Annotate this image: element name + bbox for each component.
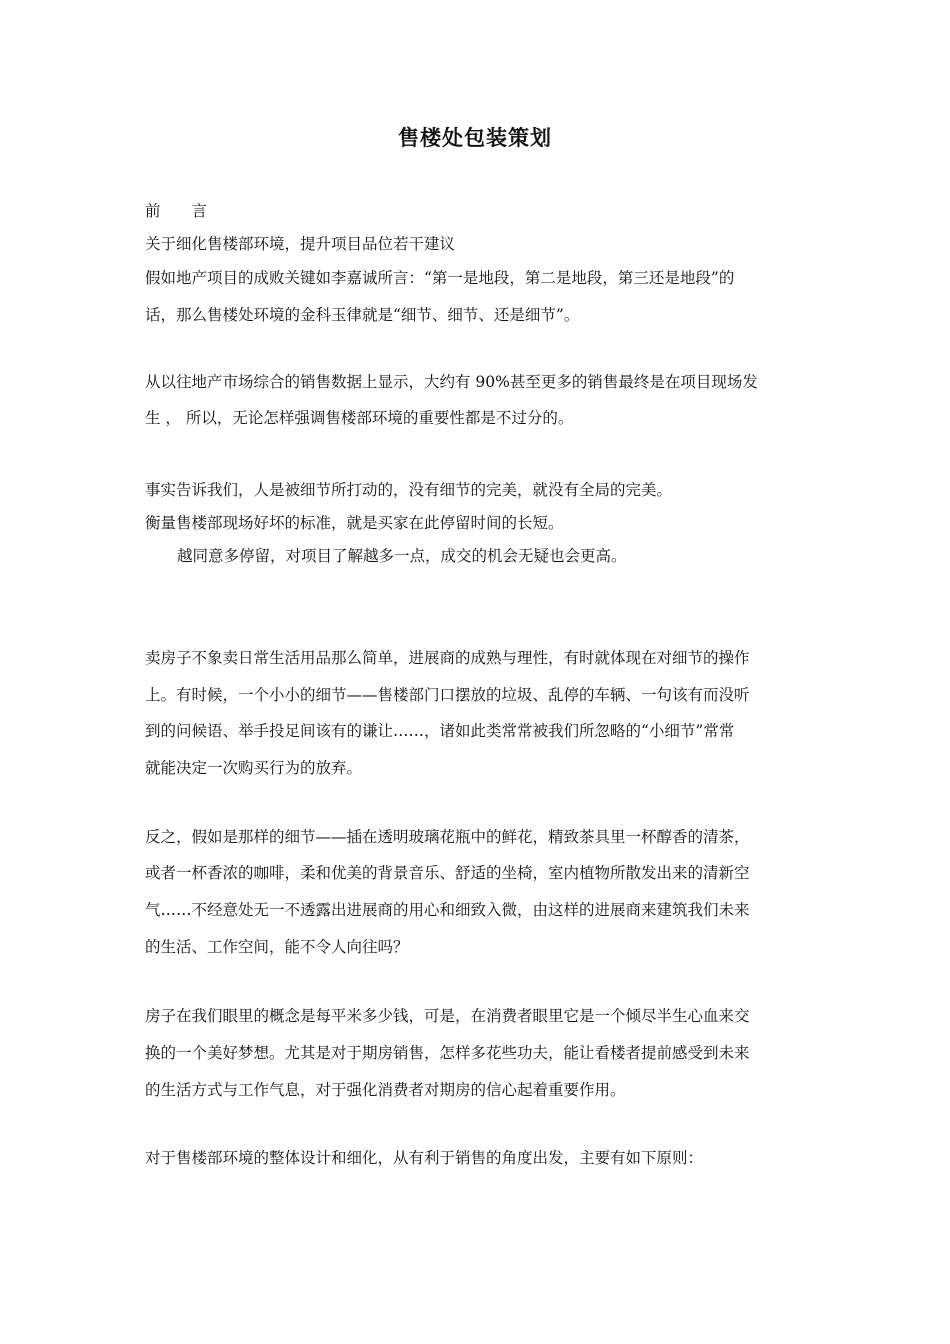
paragraph-line: 气……不经意处无一不透露出进展商的用心和细致入微，由这样的进展商来建筑我们未来 xyxy=(145,901,750,919)
paragraph-line: 假如地产项目的成败关键如李嘉诚所言：“第一是地段，第二是地段，第三还是地段”的 xyxy=(145,269,735,287)
paragraph-line: 换的一个美好梦想。尤其是对于期房销售，怎样多花些功夫，能让看楼者提前感受到未来 xyxy=(145,1044,750,1062)
paragraph-line: 卖房子不象卖日常生活用品那么简单，进展商的成熟与理性，有时就体现在对细节的操作 xyxy=(145,649,750,667)
paragraph-line: 到的问候语、举手投足间该有的谦让……，诸如此类常常被我们所忽略的“小细节”常常 xyxy=(145,722,735,740)
subtitle-line: 关于细化售楼部环境，提升项目品位若干建议 xyxy=(145,235,456,253)
paragraph-line: 越同意多停留，对项目了解越多一点，成交的机会无疑也会更高。 xyxy=(177,547,627,565)
paragraph-line: 生 ， 所以，无论怎样强调售楼部环境的重要性都是不过分的。 xyxy=(145,409,574,427)
paragraph-line: 的生活方式与工作气息，对于强化消费者对期房的信心起着重要作用。 xyxy=(145,1081,626,1099)
preface-heading: 前 言 xyxy=(145,202,208,220)
paragraph-line: 房子在我们眼里的概念是每平米多少钱，可是，在消费者眼里它是一个倾尽半生心血来交 xyxy=(145,1007,750,1025)
paragraph-line: 或者一杯香浓的咖啡，柔和优美的背景音乐、舒适的坐椅，室内植物所散发出来的清新空 xyxy=(145,864,750,882)
paragraph-line: 话，那么售楼处环境的金科玉律就是“细节、细节、还是细节”。 xyxy=(145,306,580,324)
document-title: 售楼处包装策划 xyxy=(398,125,552,150)
paragraph-line: 反之，假如是那样的细节——插在透明玻璃花瓶中的鲜花，精致茶具里一杯醇香的清茶， xyxy=(145,828,750,846)
paragraph-line: 的生活、工作空间，能不令人向往吗？ xyxy=(145,938,409,956)
paragraph-line: 事实告诉我们，人是被细节所打动的，没有细节的完美，就没有全局的完美。 xyxy=(145,481,673,499)
paragraph-line: 对于售楼部环境的整体设计和细化，从有利于销售的角度出发，主要有如下原则： xyxy=(145,1149,704,1167)
paragraph-line: 上。有时候，一个小小的细节——售楼部门口摆放的垃圾、乱停的车辆、一句该有而没听 xyxy=(145,686,750,704)
paragraph-line: 就能决定一次购买行为的放弃。 xyxy=(145,759,363,777)
paragraph-line: 衡量售楼部现场好坏的标准，就是买家在此停留时间的长短。 xyxy=(145,514,564,532)
paragraph-line: 从以往地产市场综合的销售数据上显示，大约有 90%甚至更多的销售最终是在项目现场发 xyxy=(145,373,758,391)
